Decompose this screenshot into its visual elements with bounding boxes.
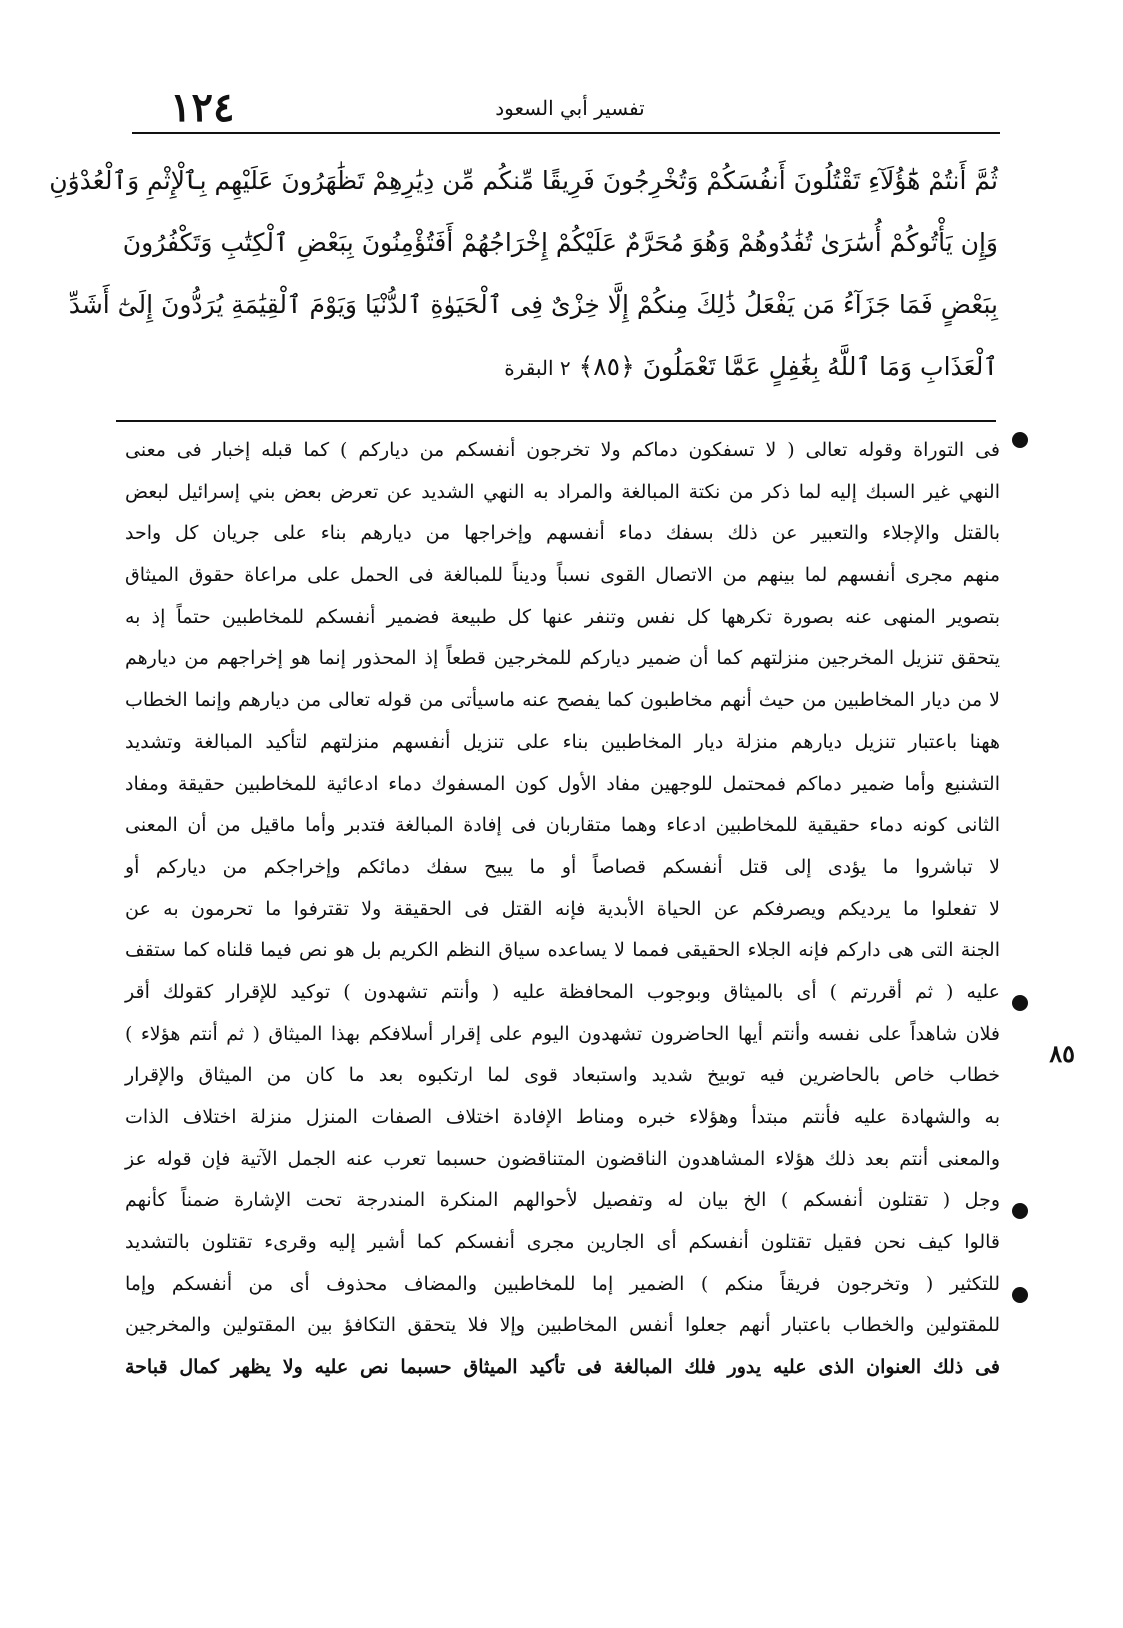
commentary-line: ههنا باعتبار تنزيل ديارهم منزلة ديار المخاطبين بناء على تنزيل أنفسهم منزلتهم لتأكيد المبالغة وتشديد: [125, 730, 1000, 753]
verse-line: ثُمَّ أَنتُمْ هَٰٓؤُلَآءِ تَقْتُلُونَ أَنفُسَكُمْ وَتُخْرِجُونَ فَرِيقًا مِّنكُم مِّن دِيَٰرِهِمْ تَظَٰهَرُونَ عَلَيْهِم بِٱلْإِثْمِ وَٱلْعُدْوَٰنِ: [49, 166, 998, 195]
bullet-icon: [1012, 995, 1028, 1011]
commentary-line: النهي غير السبك إليه لما ذكر من نكتة المبالغة والمراد به النهي الشديد عن تعرض بعض بني إسرائيل لبعض: [125, 480, 1000, 503]
commentary-line: لا تباشروا ما يؤدى إلى قتل أنفسكم قصاصاً أو ما يبيح سفك دمائكم وإخراجكم من دياركم أو: [125, 855, 1000, 878]
commentary-line: منهم مجرى أنفسهم لما بينهم من الاتصال القوى نسباً وديناً للمبالغة فى الحمل على مراعاة حقوق الميثاق: [125, 564, 1000, 587]
verse-number-marginal: ٨٥: [1049, 1039, 1075, 1068]
commentary-line: فى التوراة وقوله تعالى ( لا تسفكون دماكم ولا تخرجون أنفسكم من دياركم ) كما قبله إخبار فى معنى: [125, 439, 1000, 461]
verse-line-last: [148, 336, 998, 398]
quran-verse-block: [49, 150, 998, 398]
commentary-line: لا من ديار المخاطبين من حيث أنهم مخاطبون كما يفصح عنه ماسيأتى من قوله تعالى من ديارهم وإنما الخطاب: [125, 689, 1000, 712]
commentary-line: والمعنى أنتم بعد ذلك هؤلاء المشاهدون الناقضون المتناقضون حسبما تعرب عنه الجمل الآتية فإن قوله عز: [125, 1147, 1000, 1170]
header-rule: [132, 132, 1000, 134]
commentary-line: قالوا كيف نحن فقيل تقتلون أنفسكم أى الجارين مجرى أنفسكم كما أشير إليه وقرىء تقتلون بالتشديد: [125, 1231, 1000, 1254]
commentary-line: للمقتولين والخطاب باعتبار أنهم جعلوا أنفس المخاطبين وإلا فلا يتحقق التكافؤ بين المقتولين والمخرجين: [125, 1314, 1000, 1337]
verse-line: وَإِن يَأْتُوكُمْ أُسَٰرَىٰ تُفَٰدُوهُمْ وَهُوَ مُحَرَّمٌ عَلَيْكُمْ إِخْرَاجُهُمْ أَفَتُؤْمِنُونَ بِبَعْضِ ٱلْكِتَٰبِ وَتَكْفُرُونَ: [122, 228, 998, 257]
commentary-line: للتكثير ( وتخرجون فريقاً منكم ) الضمير إما للمخاطبين والمضاف محذوف أى من أنفسكم وإما: [125, 1272, 1000, 1295]
commentary-line: الثانى كونه دماء حقيقية للمخاطبين ادعاء وهما متقاربان فى إفادة المبالغة فتدبر وأما ماقيل من أن المعنى: [125, 814, 1000, 837]
commentary-text: [125, 430, 1000, 1389]
bullet-icon: [1012, 1287, 1028, 1303]
commentary-line: عليه ( ثم أقررتم ) أى بالميثاق وبوجوب المحافظة عليه ( وأنتم تشهدون ) توكيد للإقرار كقولك أقر: [125, 980, 1000, 1003]
verse-line-text: ٱلْعَذَابِ وَمَا ٱللَّهُ بِغَٰفِلٍ عَمَّا تَعْمَلُونَ ﴿٨٥﴾: [578, 352, 998, 381]
commentary-line: وجل ( تقتلون أنفسكم ) الخ بيان له وتفصيل لأحوالهم المنكرة المندرجة تحت الإشارة ضمناً كأنهم: [125, 1189, 1000, 1212]
commentary-line: خطاب خاص بالحاضرين فيه توبيخ شديد واستبعاد قوى لما ارتكبوه بعد ما كان من الميثاق والإقرار: [125, 1064, 1000, 1087]
verse-line: بِبَعْضٍ فَمَا جَزَآءُ مَن يَفْعَلُ ذَٰلِكَ مِنكُمْ إِلَّا خِزْىٌ فِى ٱلْحَيَوٰةِ ٱلدُّنْيَا وَيَوْمَ ٱلْقِيَٰمَةِ يُرَدُّونَ إِلَىٰٓ أَشَدِّ: [68, 290, 998, 319]
page-header: [130, 84, 1000, 131]
commentary-line: به والشهادة عليه فأنتم مبتدأ وهؤلاء خبره ومناط الإفادة اختلاف الصفات المنزل منزلة اختلاف الذات: [125, 1106, 1000, 1128]
page-number: ١٢٤: [170, 84, 235, 131]
commentary-line: فلان شاهداً على نفسه وأنتم أيها الحاضرون تشهدون اليوم على إقرار أسلافكم بهذا الميثاق ( ثم أنتم هؤلاء ): [125, 1022, 1000, 1045]
bullet-icon: [1012, 432, 1028, 448]
commentary-line: فى ذلك العنوان الذى عليه يدور فلك المبالغة فى تأكيد الميثاق حسبما نص عليه ولا يظهر كمال قباحة: [125, 1356, 1000, 1379]
running-title: تفسير أبي السعود: [495, 96, 645, 120]
commentary-line: الجنة التى هى داركم فإنه الجلاء الحقيقى فمما لا يساعده سياق النظم الكريم بل هو نص فيما قلناه كما ستقف: [125, 939, 1000, 962]
section-divider: [116, 420, 996, 422]
commentary-line: بتصوير المنهى عنه بصورة تكرهها كل نفس وتنفر عنها كل طبيعة فضمير أنفسكم للمخاطبين حتماً إذ به: [125, 605, 1000, 628]
commentary-line: التشنيع وأما ضمير دماكم فمحتمل للوجهين مفاد الأول كون المسفوك دماء ادعائية للمخاطبين حقيقة ومفاد: [125, 772, 1000, 795]
commentary-line: لا تفعلوا ما يرديكم ويصرفكم عن الحياة الأبدية فإنه القتل فى الحقيقة ولا تقترفوا ما تحرمون به عن: [125, 897, 1000, 920]
surah-reference: ٢ البقرة: [504, 356, 571, 380]
commentary-line: بالقتل والإجلاء والتعبير عن ذلك بسفك دماء أنفسهم وإخراجها من ديارهم بناء على جريان كل واحد: [125, 522, 1000, 545]
commentary-line: يتحقق تنزيل المخرجين منزلتهم كما أن ضمير دياركم للمخرجين قطعاً إذ المحذور إنما هو إخراجهم من ديارهم: [125, 647, 1000, 670]
bullet-icon: [1012, 1203, 1028, 1219]
